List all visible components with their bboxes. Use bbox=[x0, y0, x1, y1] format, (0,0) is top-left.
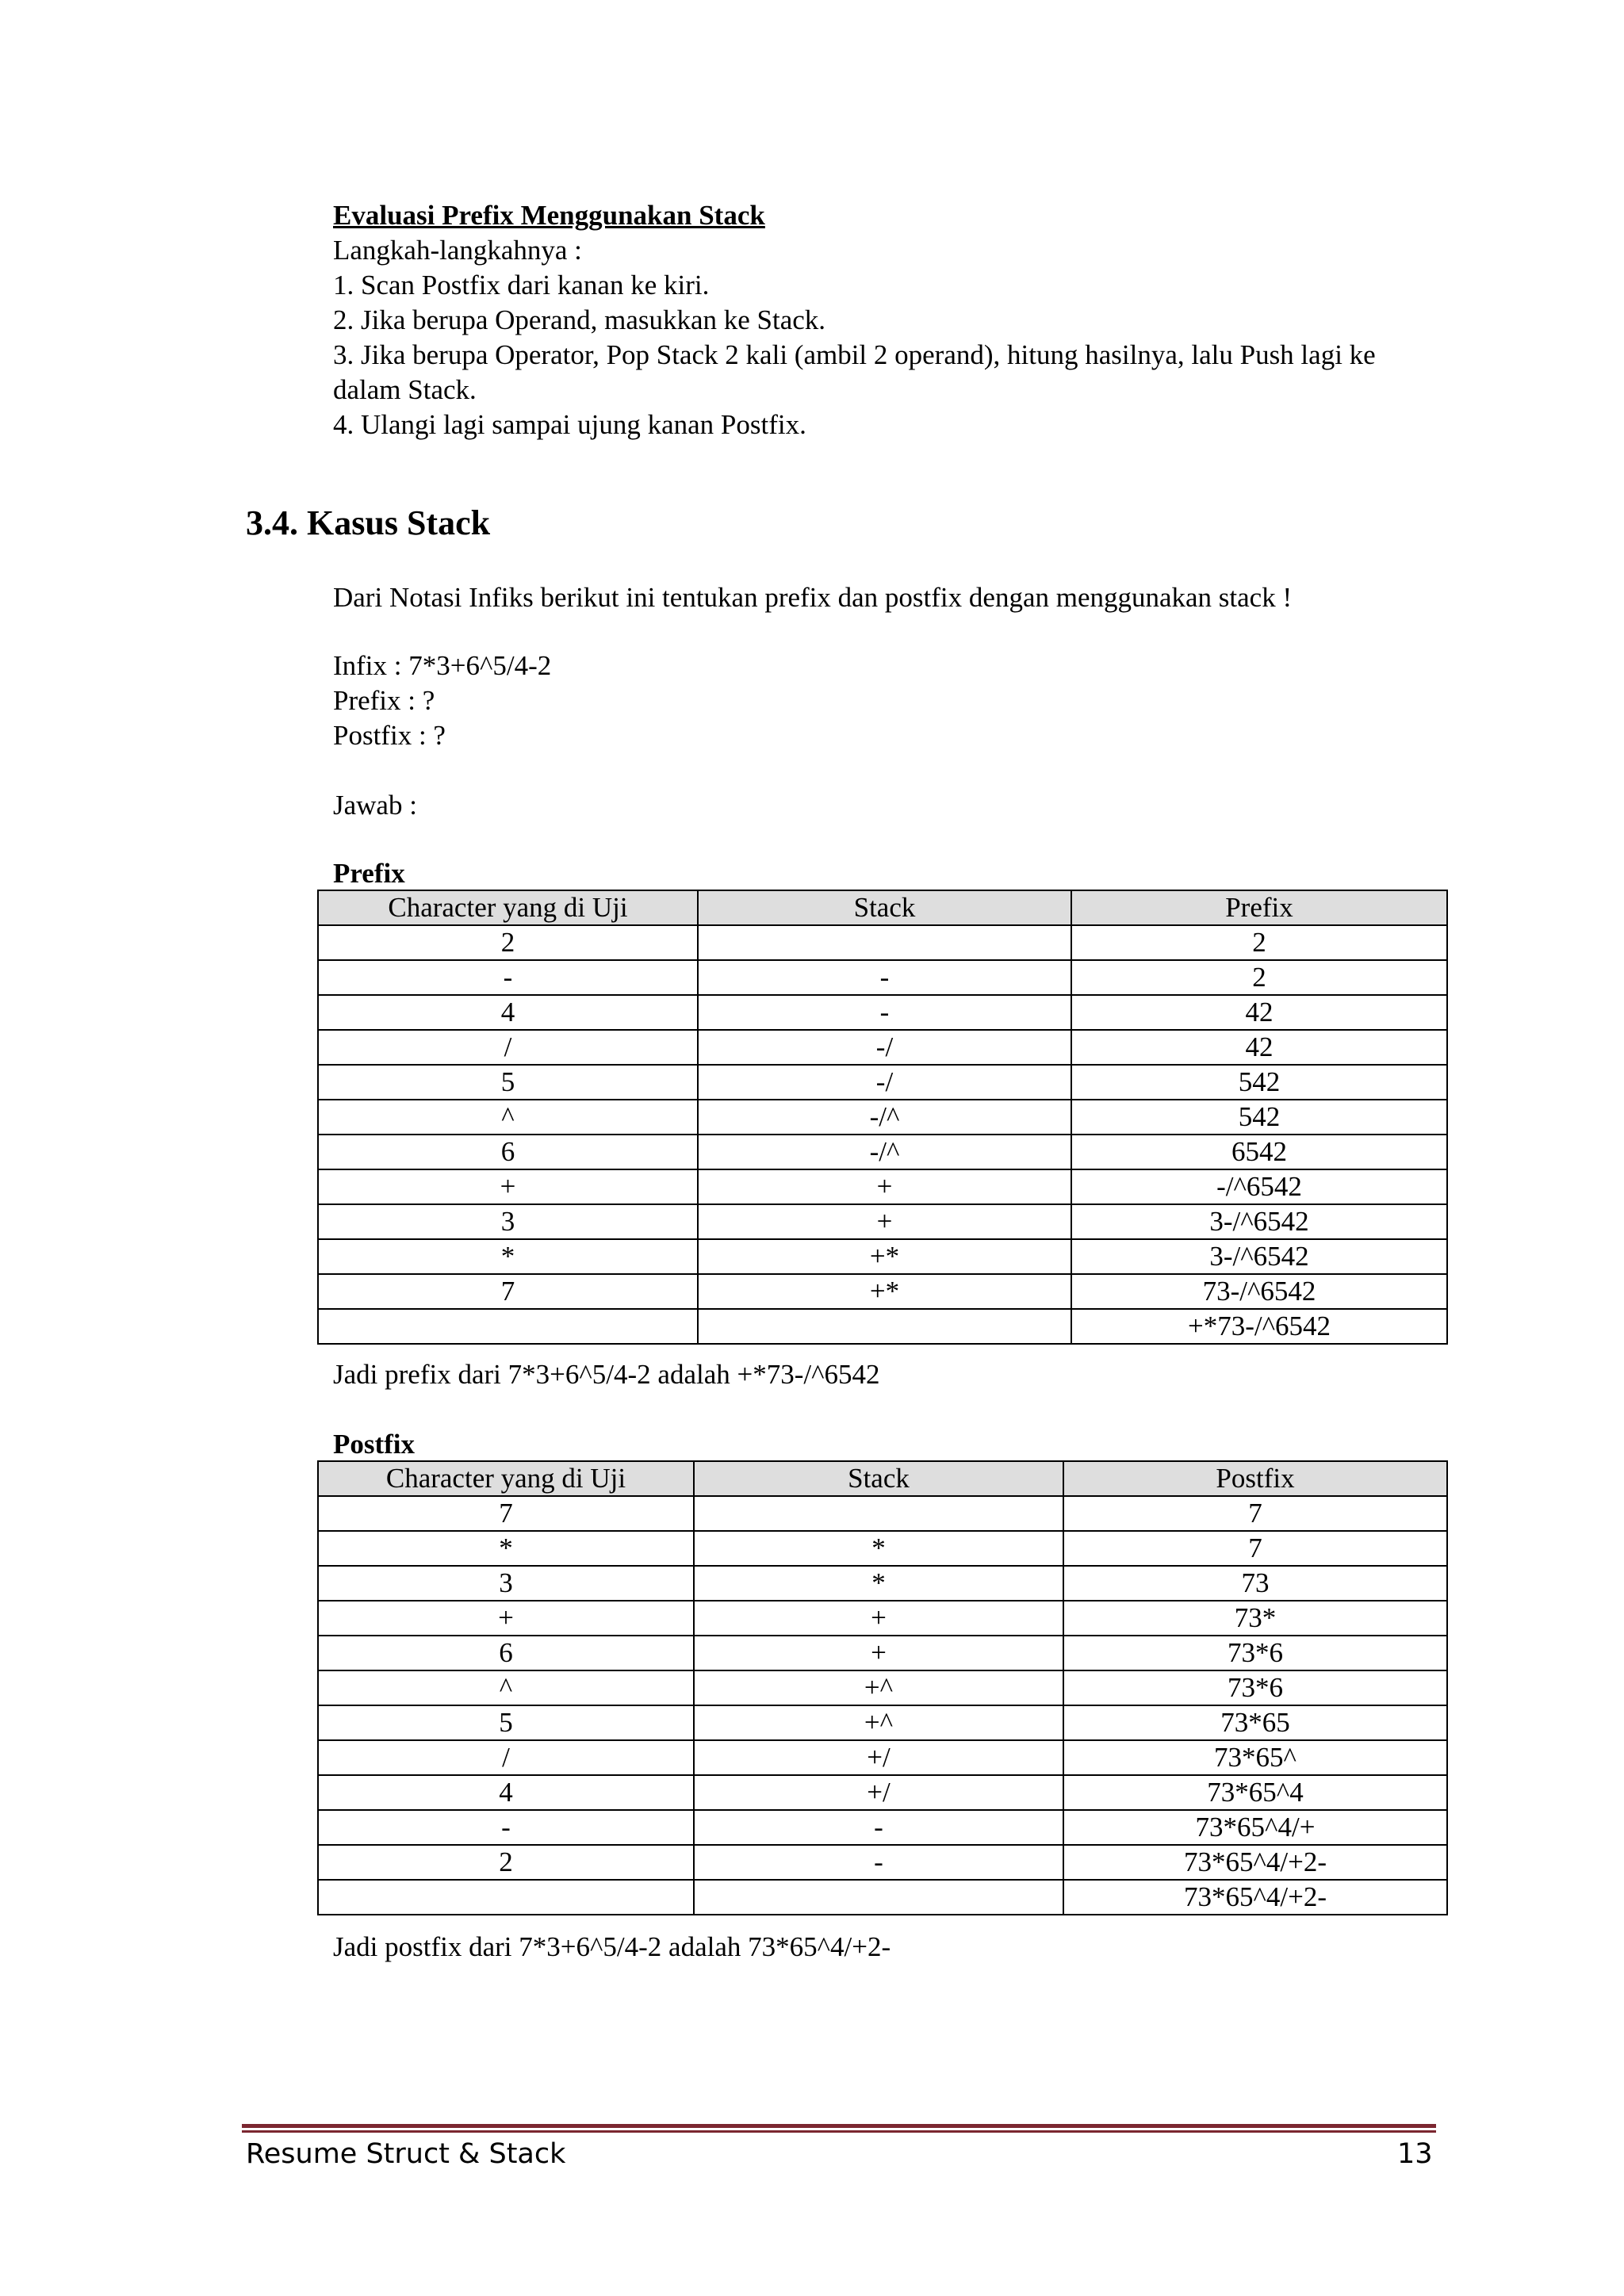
prefix-cell-stack: - bbox=[698, 995, 1071, 1030]
prefix-cell-character: 2 bbox=[318, 925, 698, 960]
postfix-cell-stack: +^ bbox=[694, 1670, 1063, 1705]
postfix-cell-stack: +^ bbox=[694, 1705, 1063, 1740]
eval-step-1: 1. Scan Postfix dari kanan ke kiri. bbox=[333, 270, 710, 300]
prefix-cell-stack: -/^ bbox=[698, 1100, 1071, 1135]
postfix-header-stack: Stack bbox=[694, 1461, 1063, 1496]
postfix-cell-result: 73*65^4/+2- bbox=[1063, 1845, 1447, 1880]
prefix-conclusion: Jadi prefix dari 7*3+6^5/4-2 adalah +*73-/^6542 bbox=[333, 1359, 880, 1390]
postfix-table-row bbox=[318, 1845, 1447, 1880]
prefix-cell-stack: -/^ bbox=[698, 1135, 1071, 1169]
postfix-cell-stack: - bbox=[694, 1810, 1063, 1845]
postfix-cell-character: 2 bbox=[318, 1845, 694, 1880]
postfix-conclusion: Jadi postfix dari 7*3+6^5/4-2 adalah 73*65^4/+2- bbox=[333, 1931, 891, 1962]
prefix-cell-result: 73-/^6542 bbox=[1071, 1274, 1447, 1309]
prefix-table-row bbox=[318, 1239, 1447, 1274]
prefix-header-stack: Stack bbox=[698, 890, 1071, 925]
postfix-cell-result: 73*6 bbox=[1063, 1670, 1447, 1705]
prefix-question: Prefix : ? bbox=[333, 685, 435, 716]
postfix-table-row bbox=[318, 1740, 1447, 1775]
postfix-table-row bbox=[318, 1810, 1447, 1845]
prefix-cell-result: 42 bbox=[1071, 995, 1447, 1030]
prefix-cell-stack bbox=[698, 925, 1071, 960]
prefix-table-row bbox=[318, 1274, 1447, 1309]
footer-rule bbox=[242, 2124, 1436, 2128]
postfix-cell-character: ^ bbox=[318, 1670, 694, 1705]
prefix-table-row bbox=[318, 1030, 1447, 1065]
postfix-table-row bbox=[318, 1705, 1447, 1740]
postfix-cell-character: 6 bbox=[318, 1636, 694, 1670]
prefix-cell-result: 542 bbox=[1071, 1065, 1447, 1100]
prefix-cell-character: 6 bbox=[318, 1135, 698, 1169]
postfix-cell-result: 73*65 bbox=[1063, 1705, 1447, 1740]
postfix-cell-stack: +/ bbox=[694, 1740, 1063, 1775]
prefix-table-row bbox=[318, 925, 1447, 960]
postfix-header-character: Character yang di Uji bbox=[318, 1461, 694, 1496]
prefix-table-row bbox=[318, 960, 1447, 995]
prefix-cell-stack: -/ bbox=[698, 1065, 1071, 1100]
postfix-table-row bbox=[318, 1601, 1447, 1636]
prefix-table-row bbox=[318, 1309, 1447, 1344]
prefix-cell-stack: -/ bbox=[698, 1030, 1071, 1065]
prefix-cell-stack: + bbox=[698, 1204, 1071, 1239]
prefix-table-label: Prefix bbox=[333, 858, 405, 889]
prefix-cell-character: 7 bbox=[318, 1274, 698, 1309]
postfix-table-row bbox=[318, 1496, 1447, 1531]
prefix-table-row bbox=[318, 1065, 1447, 1100]
postfix-cell-character: 3 bbox=[318, 1566, 694, 1601]
postfix-question: Postfix : ? bbox=[333, 720, 446, 751]
postfix-table-row bbox=[318, 1531, 1447, 1566]
postfix-cell-result: 7 bbox=[1063, 1531, 1447, 1566]
postfix-cell-stack: +/ bbox=[694, 1775, 1063, 1810]
footer-title: Resume Struct & Stack bbox=[246, 2138, 566, 2170]
eval-step-4: 4. Ulangi lagi sampai ujung kanan Postfix. bbox=[333, 409, 806, 440]
prefix-cell-character: 3 bbox=[318, 1204, 698, 1239]
prefix-table-row bbox=[318, 1135, 1447, 1169]
postfix-cell-stack bbox=[694, 1496, 1063, 1531]
prefix-cell-result: 42 bbox=[1071, 1030, 1447, 1065]
postfix-table-label: Postfix bbox=[333, 1429, 416, 1460]
postfix-cell-result: 73* bbox=[1063, 1601, 1447, 1636]
prefix-cell-stack bbox=[698, 1309, 1071, 1344]
postfix-cell-character: * bbox=[318, 1531, 694, 1566]
prefix-table-row bbox=[318, 995, 1447, 1030]
prefix-cell-result: +*73-/^6542 bbox=[1071, 1309, 1447, 1344]
section-title: 3.4. Kasus Stack bbox=[246, 503, 491, 542]
eval-heading: Evaluasi Prefix Menggunakan Stack bbox=[333, 200, 765, 231]
postfix-cell-stack: - bbox=[694, 1845, 1063, 1880]
prefix-cell-character: 4 bbox=[318, 995, 698, 1030]
postfix-table-row bbox=[318, 1670, 1447, 1705]
prefix-cell-result: 6542 bbox=[1071, 1135, 1447, 1169]
postfix-table-row bbox=[318, 1636, 1447, 1670]
postfix-cell-character: + bbox=[318, 1601, 694, 1636]
postfix-cell-stack: * bbox=[694, 1531, 1063, 1566]
postfix-cell-stack: + bbox=[694, 1601, 1063, 1636]
eval-step-2: 2. Jika berupa Operand, masukkan ke Stack. bbox=[333, 304, 826, 335]
eval-intro: Langkah-langkahnya : bbox=[333, 235, 582, 266]
prefix-cell-character: / bbox=[318, 1030, 698, 1065]
postfix-cell-result: 73*65^4 bbox=[1063, 1775, 1447, 1810]
postfix-cell-result: 7 bbox=[1063, 1496, 1447, 1531]
prefix-cell-stack: +* bbox=[698, 1239, 1071, 1274]
prefix-cell-result: -/^6542 bbox=[1071, 1169, 1447, 1204]
postfix-cell-character: 4 bbox=[318, 1775, 694, 1810]
postfix-cell-result: 73*6 bbox=[1063, 1636, 1447, 1670]
prefix-cell-result: 2 bbox=[1071, 960, 1447, 995]
postfix-table-row bbox=[318, 1880, 1447, 1915]
postfix-table-row bbox=[318, 1566, 1447, 1601]
postfix-cell-result: 73*65^4/+ bbox=[1063, 1810, 1447, 1845]
prefix-cell-character: - bbox=[318, 960, 698, 995]
prefix-cell-character: 5 bbox=[318, 1065, 698, 1100]
postfix-table-row bbox=[318, 1775, 1447, 1810]
infix-line: Infix : 7*3+6^5/4-2 bbox=[333, 650, 552, 681]
postfix-cell-character: 7 bbox=[318, 1496, 694, 1531]
prefix-table-row bbox=[318, 1204, 1447, 1239]
prefix-cell-result: 542 bbox=[1071, 1100, 1447, 1135]
prefix-table-row bbox=[318, 1100, 1447, 1135]
postfix-header-postfix: Postfix bbox=[1063, 1461, 1447, 1496]
postfix-cell-result: 73*65^ bbox=[1063, 1740, 1447, 1775]
postfix-cell-stack: * bbox=[694, 1566, 1063, 1601]
postfix-cell-result: 73 bbox=[1063, 1566, 1447, 1601]
prefix-table bbox=[317, 890, 1448, 1345]
postfix-cell-stack: + bbox=[694, 1636, 1063, 1670]
postfix-cell-character: 5 bbox=[318, 1705, 694, 1740]
prefix-header-prefix: Prefix bbox=[1071, 890, 1447, 925]
prefix-cell-result: 2 bbox=[1071, 925, 1447, 960]
footer-rule-thin bbox=[242, 2130, 1436, 2133]
prefix-header-character: Character yang di Uji bbox=[318, 890, 698, 925]
prefix-table-header-row bbox=[318, 890, 1447, 925]
prefix-cell-result: 3-/^6542 bbox=[1071, 1239, 1447, 1274]
answer-label: Jawab : bbox=[333, 790, 417, 821]
page-number: 13 bbox=[1397, 2138, 1433, 2170]
eval-step-3: 3. Jika berupa Operator, Pop Stack 2 kali (ambil 2 operand), hitung hasilnya, lalu Push lagi ke dalam Stack. bbox=[333, 339, 1376, 405]
postfix-cell-character: - bbox=[318, 1810, 694, 1845]
postfix-cell-stack bbox=[694, 1880, 1063, 1915]
prefix-cell-character: ^ bbox=[318, 1100, 698, 1135]
prefix-cell-character: + bbox=[318, 1169, 698, 1204]
prefix-cell-result: 3-/^6542 bbox=[1071, 1204, 1447, 1239]
postfix-table-header-row bbox=[318, 1461, 1447, 1496]
prefix-cell-character bbox=[318, 1309, 698, 1344]
question-text: Dari Notasi Infiks berikut ini tentukan prefix dan postfix dengan menggunakan stack ! bbox=[333, 582, 1293, 613]
prefix-cell-stack: +* bbox=[698, 1274, 1071, 1309]
postfix-cell-character: / bbox=[318, 1740, 694, 1775]
prefix-table-row bbox=[318, 1169, 1447, 1204]
prefix-cell-stack: + bbox=[698, 1169, 1071, 1204]
postfix-cell-result: 73*65^4/+2- bbox=[1063, 1880, 1447, 1915]
prefix-cell-character: * bbox=[318, 1239, 698, 1274]
postfix-table bbox=[317, 1460, 1448, 1915]
postfix-cell-character bbox=[318, 1880, 694, 1915]
prefix-cell-stack: - bbox=[698, 960, 1071, 995]
